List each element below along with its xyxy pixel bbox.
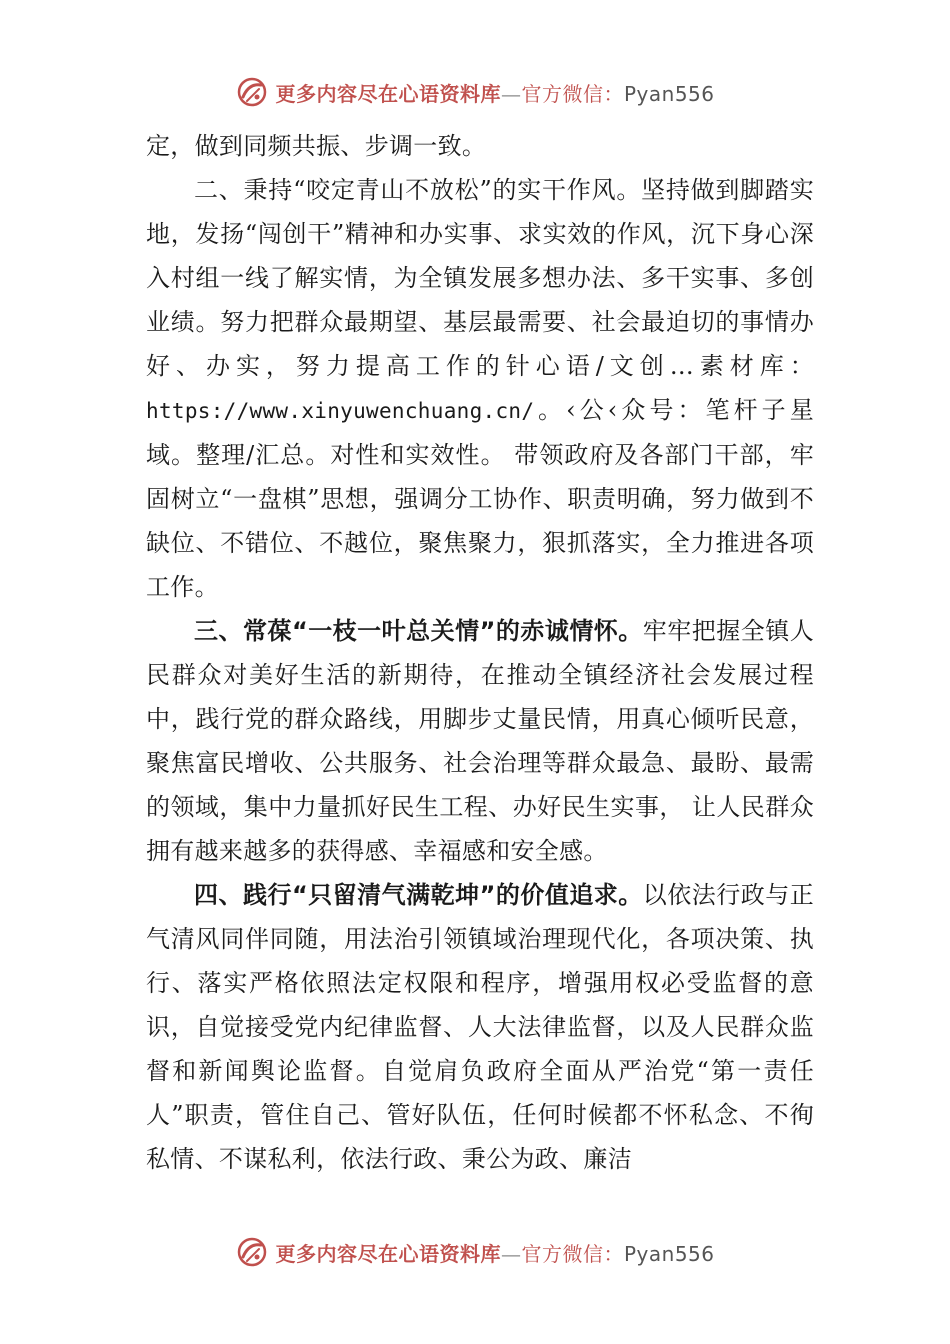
paragraph-text: 定，做到同频共振、步调一致。 — [146, 132, 487, 160]
section-heading: 四、践行“只留清气满乾坤”的价值追求。 — [194, 881, 643, 909]
paragraph-text: 牢牢把握全镇人民群众对美好生活的新期待，在推动全镇经济社会发展过程中，践行党的群众路线，用脚步丈量民情，用真心倾听民意，聚焦富民增收、公共服务、社会治理等群众最急、最盼、最需的领域，集中力量抓好民生工程、办好民生实事， 让人民群众拥有越来越多的获得感、幸福感和安全感。 — [146, 617, 814, 865]
banner-brand: 更多内容尽在心语资料库 — [275, 81, 501, 106]
document-body — [146, 124, 814, 1181]
banner-official: 官方微信： — [521, 81, 624, 106]
paragraph-tail: 。‹公‹众号：笔杆子星域。整理/汇总。对性和实效性。 带领政府及各部门干部，牢固树立“一盘棋”思想，强调分工协作、职责明确，努力做到不缺位、不错位、不越位，聚焦聚力，狠抓落实，全力推进各项工作。 — [146, 396, 814, 601]
section-heading: 三、常葆“一枝一叶总关情”的赤诚情怀。 — [194, 617, 643, 645]
paragraph-text: 二、秉持“咬定青山不放松”的实干作风。坚持做到脚踏实地，发扬“闯创干”精神和办实事、求实效的作风，沉下身心深入村组一线了解实情，为全镇发展多想办法、多干实事、多创业绩。努力把群众最期望、基层最需要、社会最迫切的事情办好、办实，努力提高工作的针心语/文创…素材库： — [146, 176, 814, 380]
banner-separator: — — [500, 1241, 522, 1266]
banner-separator: — — [500, 81, 522, 106]
banner-text — [275, 78, 714, 107]
paragraph-text: 以依法行政与正气清风同伴同随，用法治引领镇域治理现代化，各项决策、执行、落实严格依照法定权限和程序，增强用权必受监督的意识，自觉接受党内纪律监督、人大法律监督，以及人民群众监督和新闻舆论监督。自觉肩负政府全面从严治党“第一责任人”职责，管住自己、管好队伍，任何时候都不怀私念、不徇私情、不谋私利，依法行政、秉公为政、廉洁 — [146, 881, 814, 1173]
banner-text — [275, 1238, 714, 1267]
brand-logo-icon — [235, 75, 269, 109]
banner-official: 官方微信： — [521, 1241, 624, 1266]
footer-banner — [0, 1232, 950, 1272]
paragraph-url: https://www.xinyuwenchuang.cn/ — [146, 399, 535, 423]
banner-wechat-id: Pyan556 — [623, 1241, 715, 1266]
banner-wechat-id: Pyan556 — [623, 81, 715, 106]
paragraph-continuation — [146, 124, 814, 168]
header-banner — [0, 72, 950, 112]
paragraph-section-two — [146, 168, 814, 609]
paragraph-section-four — [146, 873, 814, 1181]
paragraph-section-three — [146, 609, 814, 873]
brand-logo-icon — [235, 1235, 269, 1269]
banner-brand: 更多内容尽在心语资料库 — [275, 1241, 501, 1266]
